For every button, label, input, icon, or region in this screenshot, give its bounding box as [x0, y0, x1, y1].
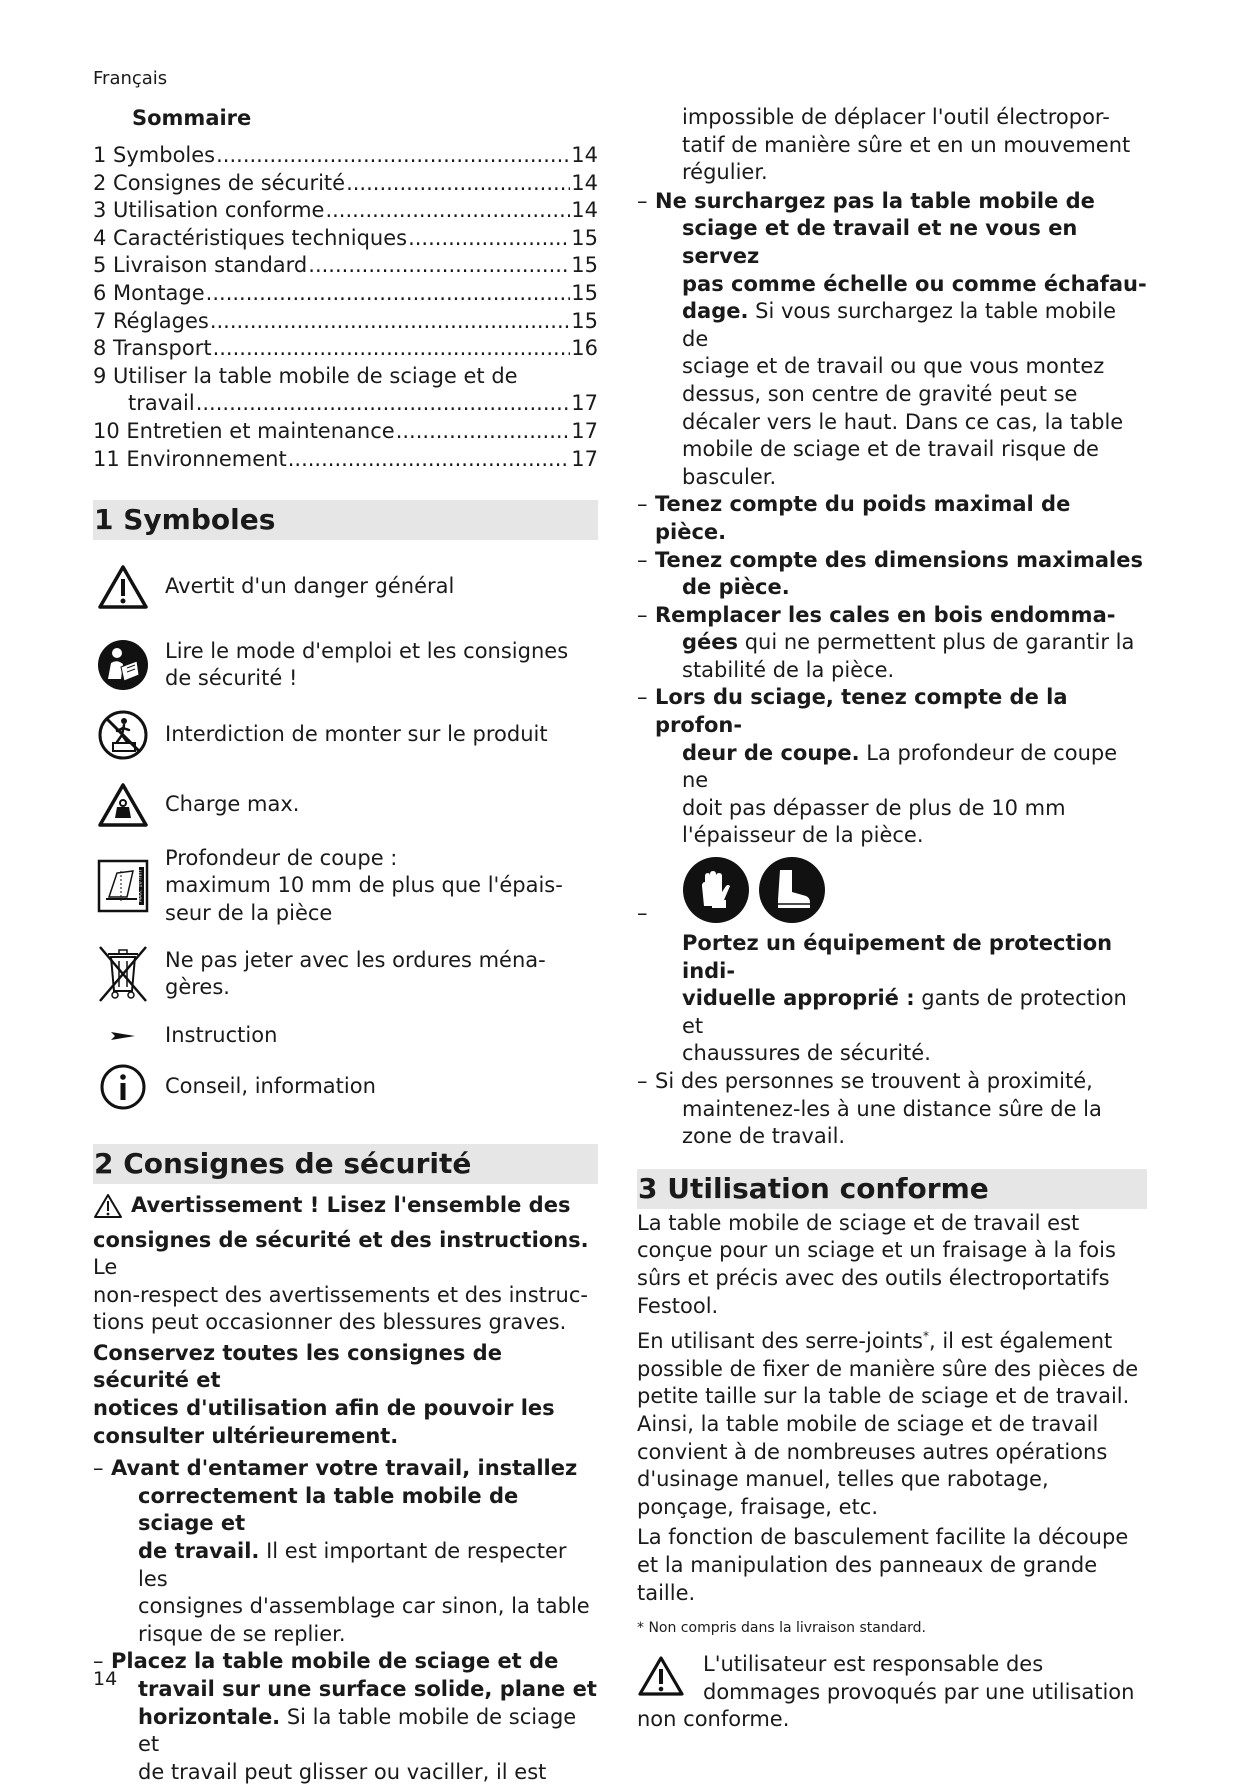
- symbol-row: Instruction: [93, 1014, 598, 1058]
- safety-boots-icon: [758, 856, 826, 924]
- language-label: Français: [93, 68, 168, 89]
- depth-icon-label: MAX. 10 mm: [137, 870, 144, 903]
- symbol-list: [93, 558, 598, 1116]
- tilt-paragraph: La fonction de basculement facilite la découpe et la manipulation des panneaux de grande taille.: [637, 1525, 1129, 1605]
- symbol-row: Avertit d'un danger général: [93, 558, 598, 616]
- cutting-depth-icon: [93, 857, 153, 915]
- safety-bullet: – Ne surchargez pas la table mobile de sciage et de travail et ne vous en servez pas comme échelle ou comme échafau- dage. Si vous surchargez la table mobile de sciage et de travail ou que vous montez dessus, son centre de gravité peut se décaler vers le haut. Dans ce cas, la table mobile de sciage et de travail risque de basculer.: [637, 188, 1147, 489]
- ppe-bullet: – Portez un équipement de protection indi- viduelle approprié : gants de protection et chaussures de sécurité.: [637, 856, 1147, 1068]
- safety-bullet: – Si des personnes se trouvent à proximité, maintenez-les à une distance sûre de la zone de travail.: [637, 1069, 1102, 1149]
- responsibility-note: L'utilisateur est responsable des dommages provoqués par une utilisation non conforme.: [637, 1652, 1135, 1732]
- toc-item[interactable]: 8 Transport ..... 16: [93, 335, 598, 363]
- toc-item[interactable]: 3 Utilisation conforme ..... 14: [93, 197, 598, 225]
- toc-item[interactable]: 2 Consignes de sécurité ..... 14: [93, 170, 598, 198]
- clamps-paragraph: En utilisant des serre-joints*, il est également possible de fixer de manière sûre des pièces de petite taille sur la table de sciage et de travail. Ainsi, la table mobile de sciage et de travail convient à de nombreuses autres opérations d'usinage manuel, telles que rabotage, ponçage, fraisage, etc.: [637, 1329, 1139, 1519]
- toc-title: Sommaire: [132, 106, 252, 130]
- toc-item[interactable]: 7 Réglages ..... 15: [93, 308, 598, 336]
- toc-item-label: 9 Utiliser la table mobile de sciage et de: [93, 363, 518, 388]
- left-column: [93, 104, 598, 1786]
- warning-triangle-icon: [93, 558, 153, 616]
- footnote: * Non compris dans la livraison standard.: [637, 1620, 927, 1637]
- toc-item[interactable]: 4 Caractéristiques techniques ..... 15: [93, 225, 598, 253]
- toc-item[interactable]: 5 Livraison standard ..... 15: [93, 252, 598, 280]
- section-heading-consignes: 2 Consignes de sécurité: [93, 1144, 598, 1184]
- intended-use-paragraph: La table mobile de sciage et de travail est conçue pour un sciage et un fraisage à la fois sûrs et précis avec des outils électroportatifs Festool.: [637, 1210, 1116, 1318]
- instruction-arrow-icon: [93, 1014, 153, 1058]
- ppe-icons: [655, 856, 1147, 926]
- max-load-icon: [93, 776, 153, 834]
- no-climbing-icon: [93, 706, 153, 764]
- symbol-row: Charge max.: [93, 776, 598, 834]
- warning-triangle-icon: [93, 1193, 123, 1219]
- symbol-row: Conseil, information: [93, 1058, 598, 1116]
- safety-bullet: – Tenez compte du poids maximal de pièce.: [637, 492, 1071, 544]
- symbol-row: MAX. 10 mm Profondeur de coupe : maximum 10 mm de plus que l'épais- seur de la pièce: [93, 844, 598, 928]
- safety-bullet: – Placez la table mobile de sciage et de travail sur une surface solide, plane et horizontale. Si la table mobile de sciage et de travail peut glisser ou vaciller, il est: [93, 1649, 597, 1784]
- safety-bullet: – Avant d'entamer votre travail, installez correctement la table mobile de sciage et de travail. Il est important de respecter les consignes d'assemblage car sinon, la table risque de se replier.: [93, 1456, 590, 1646]
- safety-bullet-continued: impossible de déplacer l'outil électropor- tatif de manière sûre et en un mouvement régulier.: [682, 105, 1131, 185]
- symbol-row: Lire le mode d'emploi et les consignes de sécurité !: [93, 634, 598, 696]
- safety-bullet: – Tenez compte des dimensions maximales de pièce.: [637, 547, 1143, 600]
- section-heading-symboles: 1 Symboles: [93, 500, 598, 540]
- page-number: 14: [93, 1668, 118, 1690]
- protective-gloves-icon: [682, 856, 750, 924]
- safety-bullet: – Remplacer les cales en bois endomma- gées qui ne permettent plus de garantir la stabilité de la pièce.: [637, 602, 1135, 682]
- read-manual-icon: [93, 636, 153, 694]
- section-heading-utilisation: 3 Utilisation conforme: [637, 1169, 1147, 1209]
- toc-list: [93, 142, 598, 473]
- toc-item[interactable]: 11 Environnement ..... 17: [93, 446, 598, 474]
- toc-item[interactable]: 6 Montage ..... 15: [93, 280, 598, 308]
- symbol-row: Ne pas jeter avec les ordures ména- gères.: [93, 942, 598, 1006]
- info-icon: [93, 1058, 153, 1116]
- toc-item[interactable]: 1 Symboles ..... 14: [93, 142, 598, 170]
- safety-warning-block: Avertissement ! Lisez l'ensemble des consignes de sécurité et des instructions. Le non-respect des avertissements et des instruc- tions peut occasionner des blessures graves.: [93, 1193, 589, 1335]
- table-of-contents: [93, 104, 598, 473]
- right-column: [637, 104, 1147, 1734]
- warning-triangle-icon: [637, 1655, 685, 1697]
- safety-bullet: – Lors du sciage, tenez compte de la profon- deur de coupe. La profondeur de coupe ne doit pas dépasser de plus de 10 mm l'épaisseur de la pièce.: [637, 685, 1118, 848]
- toc-item[interactable]: 9 Utiliser la table mobile de sciage et de travail ..... 17: [93, 363, 598, 418]
- toc-item[interactable]: 10 Entretien et maintenance ..... 17: [93, 418, 598, 446]
- keep-instructions: Conservez toutes les consignes de sécurité et notices d'utilisation afin de pouvoir les consulter ultérieurement.: [93, 1340, 555, 1448]
- crossed-bin-icon: [93, 945, 153, 1003]
- symbol-row: Interdiction de monter sur le produit: [93, 706, 598, 764]
